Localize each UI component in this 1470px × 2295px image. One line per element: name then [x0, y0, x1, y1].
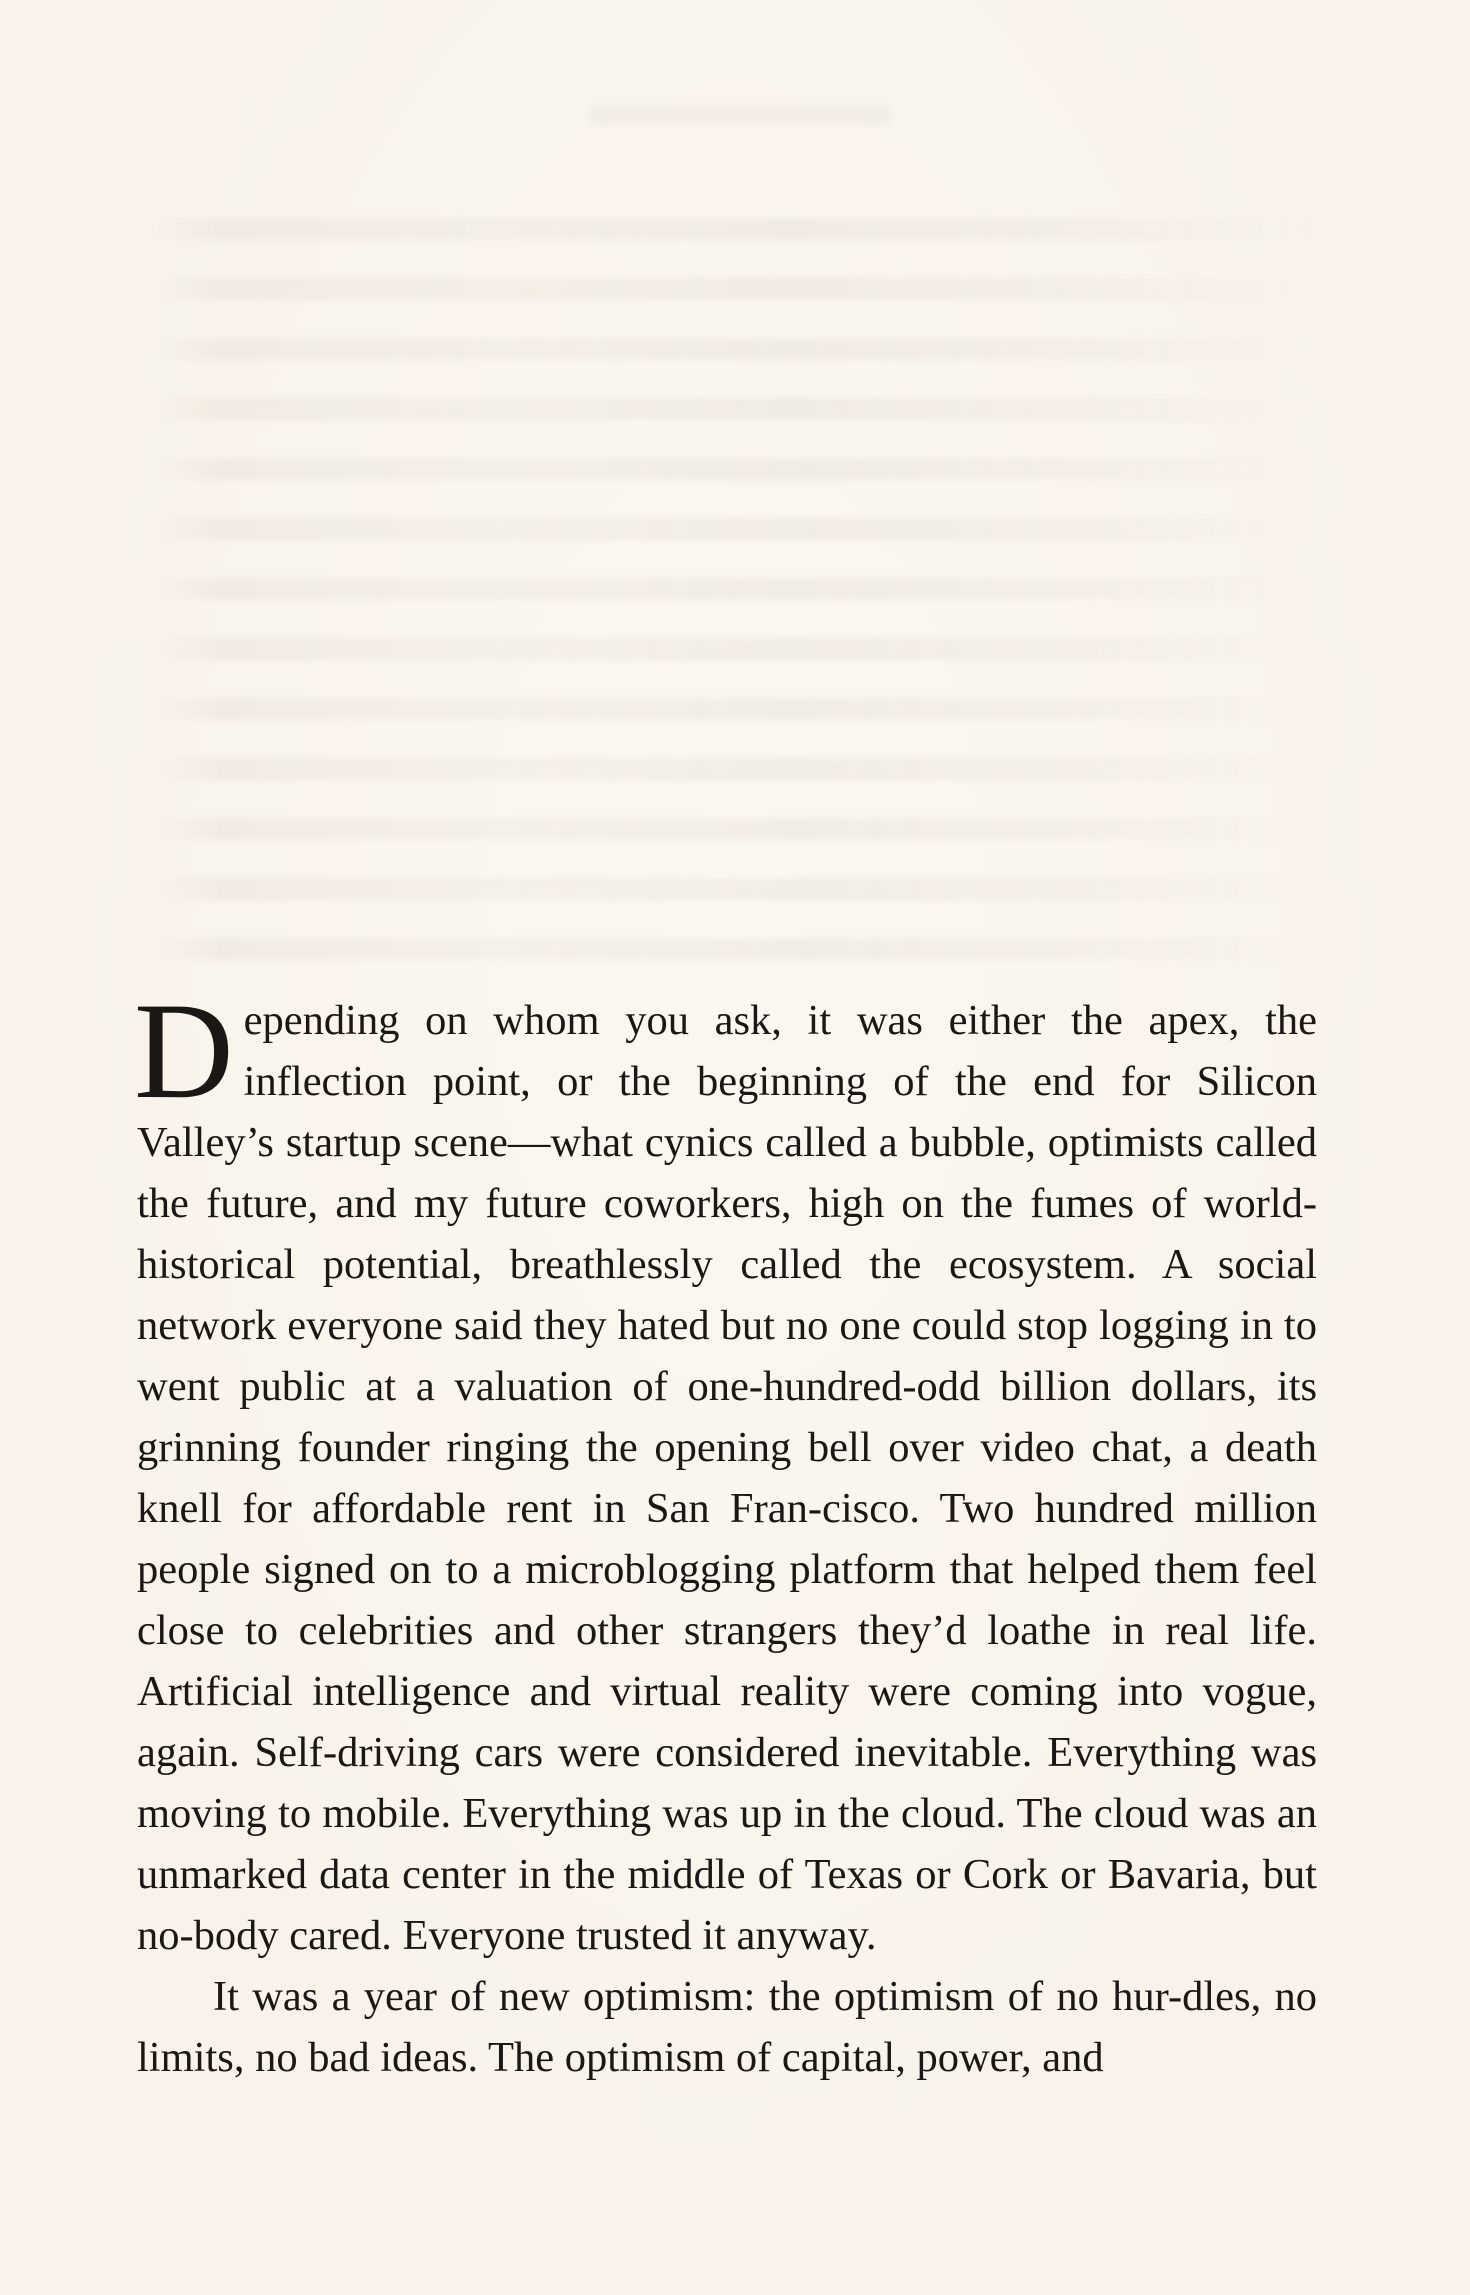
- show-through-line: [150, 758, 1320, 780]
- show-through-line: [150, 458, 1320, 480]
- show-through-line: [150, 818, 1320, 840]
- show-through-line: [150, 698, 1320, 720]
- paragraph-1: [134, 974, 1317, 1966]
- show-through-line: [150, 518, 1320, 540]
- show-through-line: [150, 638, 1320, 660]
- show-through-line: [150, 338, 1320, 360]
- body-text: [134, 974, 1317, 2088]
- paragraph-2: It was a year of new optimism: the optimism of no hur-dles, no limits, no bad ideas. The optimism of capital, power, and: [137, 1973, 1317, 2081]
- show-through-line: [150, 938, 1320, 960]
- show-through-line: [150, 218, 1320, 240]
- show-through-line: [150, 398, 1320, 420]
- show-through-line: [150, 578, 1320, 600]
- paragraph-1-text: epending on whom you ask, it was either the apex, the inflection point, or the beginning of the end for Silicon Valley’s startup scene—what cynics called a bubble, optimists called the future, and my future coworkers, high on the fumes of world-historical potential, breathlessly called the ecosystem. A social network everyone said they hated but no one could stop logging in to went public at a valuation of one-hundred-odd billion dollars, its grinning founder ringing the opening bell over video chat, a death knell for affordable rent in San Fran-cisco. Two hundred million people signed on to a microblogging platform that helped them feel close to celebrities and other strangers they’d loathe in real life. Artificial intelligence and virtual reality were coming into vogue, again. Self-driving cars were considered inevitable. Everything was moving to mobile. Everything was up in the cloud. The cloud was an unmarked data center in the middle of Texas or Cork or Bavaria, but no-body cared. Everyone trusted it anyway.: [137, 997, 1317, 1959]
- show-through-line: [150, 878, 1320, 900]
- show-through-line: [150, 278, 1320, 300]
- show-through-header: [590, 105, 890, 125]
- drop-cap: D: [134, 974, 234, 1127]
